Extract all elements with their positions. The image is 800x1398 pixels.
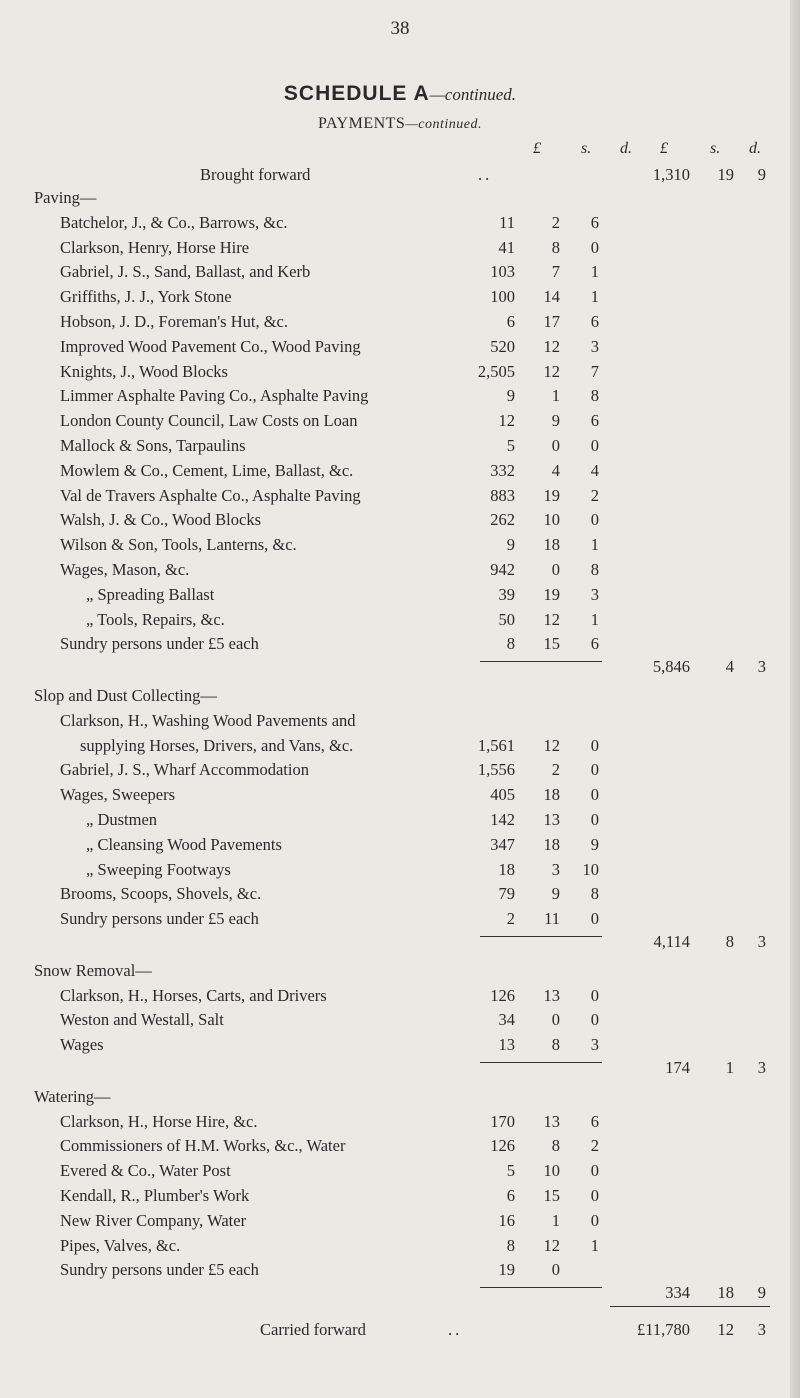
line-item-desc: Commissioners of H.M. Works, &c., Water	[60, 1136, 346, 1156]
carried-forward-total-l: £11,780	[636, 1320, 690, 1339]
line-item-desc: Mowlem & Co., Cement, Lime, Ballast, &c.	[60, 460, 354, 480]
line-item-amount-s: 10	[543, 1161, 560, 1181]
line-item-desc: Kendall, R., Plumber's Work	[60, 1186, 250, 1205]
line-item-amount-l: 103	[490, 262, 515, 282]
section-total-row	[0, 655, 800, 679]
line-item-amount-s: 0	[551, 1010, 560, 1030]
section-title-row	[0, 959, 800, 983]
line-item-amount-d: 0	[590, 1186, 599, 1205]
section-total-row	[0, 1056, 800, 1080]
line-item-desc: Sundry persons under £5 each	[60, 909, 259, 929]
line-item-desc: Clarkson, H., Horse Hire, &c.	[60, 1111, 258, 1131]
line-item-amount-l: 126	[490, 985, 515, 1005]
line-item-row	[0, 1159, 800, 1183]
line-item-amount-d: 9	[590, 834, 599, 854]
page-number: 38	[390, 18, 410, 39]
line-item-amount-d: 0	[590, 810, 599, 829]
line-item-amount-l: 19	[498, 1260, 515, 1280]
line-item-amount-d: 0	[590, 735, 599, 755]
line-item-desc-cont: supplying Horses, Drivers, and Vans, &c.	[80, 735, 354, 755]
line-item-amount-s: 1	[551, 386, 560, 406]
line-item-amount-l: 16	[498, 1210, 515, 1230]
line-item-row	[0, 384, 800, 408]
line-item-amount-l: 34	[498, 1010, 515, 1030]
section-total-s: 4	[725, 657, 734, 677]
line-item-amount-s: 8	[551, 237, 560, 257]
line-item-amount-d: 0	[590, 760, 599, 780]
line-item-desc: London County Council, Law Costs on Loan	[60, 411, 358, 431]
line-item-amount-l: 2	[506, 909, 515, 929]
line-item-amount-s: 15	[543, 634, 560, 654]
line-item-amount-s: 7	[551, 262, 560, 282]
line-item-amount-l: 6	[506, 312, 515, 331]
line-item-desc: „ Tools, Repairs, &c.	[86, 609, 225, 629]
brought-forward-total-l: 1,310	[652, 165, 690, 184]
schedule-continued: —continued.	[429, 85, 517, 104]
line-item-desc: Clarkson, H., Horses, Carts, and Drivers	[60, 985, 327, 1005]
line-item-amount-d: 8	[590, 560, 599, 579]
header-shillings-2: s.	[710, 140, 721, 157]
section-title: Snow Removal—	[34, 960, 152, 980]
line-item-desc: „ Dustmen	[86, 810, 158, 829]
line-item-amount-s: 4	[551, 460, 560, 480]
carried-forward-total-s: 12	[717, 1320, 734, 1339]
line-item-row	[0, 484, 800, 508]
line-item-amount-s: 15	[543, 1186, 560, 1205]
section-total-s: 18	[717, 1283, 734, 1303]
line-item-row	[0, 1134, 800, 1158]
line-item-amount-d: 0	[590, 909, 599, 929]
line-item-amount-d: 0	[590, 237, 599, 257]
line-item-amount-l: 12	[498, 411, 515, 431]
line-item-amount-d: 0	[590, 436, 599, 455]
section-total-d: 3	[757, 1058, 766, 1077]
line-item-amount-d: 0	[590, 1010, 599, 1030]
line-item-row	[0, 459, 800, 483]
line-item-amount-s: 13	[543, 1111, 560, 1131]
line-item-amount-d: 6	[590, 312, 599, 331]
brought-forward-label: Brought forward	[200, 165, 311, 184]
section-total-s: 1	[725, 1058, 734, 1077]
section-total-d: 3	[757, 657, 766, 677]
line-item-row	[0, 1209, 800, 1233]
line-item-desc: Gabriel, J. S., Wharf Accommodation	[60, 760, 309, 780]
line-item-amount-s: 14	[543, 287, 560, 307]
section-title: Watering—	[34, 1086, 111, 1106]
line-item-amount-l: 5	[506, 436, 515, 455]
line-item-amount-d: 1	[590, 262, 599, 282]
line-item-amount-s: 12	[543, 361, 560, 381]
line-item-desc: Sundry persons under £5 each	[60, 1260, 259, 1280]
line-item-row	[0, 1184, 800, 1208]
line-item-amount-l: 126	[490, 1136, 515, 1156]
line-item-row	[0, 709, 800, 733]
line-item-row	[0, 632, 800, 656]
payments-continued: —continued.	[405, 117, 482, 132]
line-item-row	[0, 360, 800, 384]
payments-title-text: PAYMENTS	[318, 115, 406, 132]
line-item-desc: Wages, Mason, &c.	[60, 560, 190, 579]
line-item-amount-l: 262	[490, 510, 515, 530]
section-title-row	[0, 1085, 800, 1109]
line-item-amount-s: 0	[551, 436, 560, 455]
line-item-desc: Hobson, J. D., Foreman's Hut, &c.	[60, 312, 289, 331]
section-total-row	[0, 930, 800, 954]
line-item-amount-l: 942	[490, 560, 515, 579]
section-total-l: 4,114	[653, 932, 690, 951]
header-pence-2: d.	[749, 140, 761, 157]
line-item-desc: Val de Travers Asphalte Co., Asphalte Paving	[60, 485, 361, 505]
carried-forward-total-d: 3	[757, 1320, 766, 1339]
line-item-amount-s: 11	[544, 909, 560, 929]
line-item-amount-l: 50	[498, 609, 515, 629]
header-pounds-1: £	[533, 140, 541, 157]
line-item-amount-s: 10	[543, 510, 560, 530]
line-item-desc: Clarkson, Henry, Horse Hire	[60, 237, 250, 257]
line-item-row	[0, 1008, 800, 1032]
line-item-amount-s: 1	[551, 1210, 560, 1230]
line-item-amount-l: 39	[498, 584, 515, 604]
section-title: Slop and Dust Collecting—	[34, 686, 217, 705]
carried-forward-label: Carried forward	[260, 1320, 366, 1339]
line-item-row	[0, 211, 800, 235]
line-item-amount-s: 18	[543, 834, 560, 854]
section-title: Paving—	[34, 188, 97, 207]
line-item-row	[0, 1234, 800, 1258]
line-item-amount-d: 3	[590, 1035, 599, 1055]
line-item-row	[0, 236, 800, 260]
line-item-desc: Sundry persons under £5 each	[60, 634, 259, 654]
carried-forward-dots: ..	[448, 1320, 463, 1339]
line-item-amount-s: 2	[551, 212, 560, 232]
line-item-amount-l: 13	[498, 1035, 515, 1055]
line-item-row	[0, 608, 800, 632]
line-item-row-cont	[0, 734, 800, 758]
schedule-title	[0, 82, 800, 106]
line-item-amount-s: 19	[543, 584, 560, 604]
section-total-l: 334	[665, 1283, 690, 1303]
line-item-amount-s: 12	[543, 609, 560, 629]
brought-forward-total-s: 19	[717, 165, 734, 184]
section-total-s: 8	[725, 932, 734, 951]
line-item-desc: Improved Wood Pavement Co., Wood Paving	[60, 336, 361, 356]
line-item-amount-s: 12	[543, 735, 560, 755]
line-item-amount-l: 1,556	[477, 760, 515, 780]
line-item-desc: Pipes, Valves, &c.	[60, 1235, 181, 1255]
line-item-amount-d: 8	[590, 884, 599, 904]
line-item-amount-d: 0	[590, 785, 599, 805]
schedule-title-text: SCHEDULE A	[283, 82, 430, 105]
line-item-row	[0, 1110, 800, 1134]
line-item-amount-s: 3	[551, 859, 560, 879]
line-item-desc: Batchelor, J., & Co., Barrows, &c.	[60, 212, 288, 232]
line-item-amount-l: 520	[490, 336, 515, 356]
section-total-d: 3	[757, 932, 766, 951]
line-item-amount-s: 13	[543, 810, 560, 829]
line-item-desc: „ Sweeping Footways	[86, 859, 231, 879]
line-item-amount-l: 41	[498, 237, 515, 257]
line-item-amount-l: 883	[490, 485, 515, 505]
line-item-row	[0, 882, 800, 906]
carried-forward-rule-top	[610, 1306, 770, 1307]
section-total-row	[0, 1281, 800, 1305]
line-item-amount-d: 6	[590, 1111, 599, 1131]
line-item-row	[0, 984, 800, 1008]
line-item-amount-s: 12	[543, 336, 560, 356]
line-item-row	[0, 783, 800, 807]
line-item-amount-l: 170	[490, 1111, 515, 1131]
line-item-desc: Griffiths, J. J., York Stone	[60, 287, 232, 307]
line-item-desc: Mallock & Sons, Tarpaulins	[60, 436, 246, 455]
line-item-desc: New River Company, Water	[60, 1210, 247, 1230]
line-item-desc: Weston and Westall, Salt	[60, 1010, 224, 1030]
line-item-amount-d: 4	[590, 460, 599, 480]
line-item-desc: Wages	[60, 1035, 104, 1055]
line-item-amount-d: 0	[590, 510, 599, 530]
line-item-amount-d: 0	[590, 1210, 599, 1230]
line-item-amount-l: 332	[490, 460, 515, 480]
carried-forward-row	[0, 1318, 800, 1342]
line-item-amount-s: 8	[551, 1136, 560, 1156]
line-item-amount-l: 5	[506, 1161, 515, 1181]
line-item-desc: Evered & Co., Water Post	[60, 1161, 231, 1181]
line-item-desc: Limmer Asphalte Paving Co., Asphalte Paving	[60, 386, 369, 406]
line-item-amount-d: 1	[590, 1235, 599, 1255]
line-item-amount-l: 2,505	[477, 361, 515, 381]
line-item-row	[0, 260, 800, 284]
line-item-amount-l: 347	[490, 834, 515, 854]
line-item-amount-s: 19	[543, 485, 560, 505]
section-total-l: 174	[665, 1058, 690, 1077]
line-item-amount-d: 1	[590, 609, 599, 629]
section-total-l: 5,846	[652, 657, 690, 677]
line-item-amount-d: 10	[582, 859, 599, 879]
line-item-desc: Wages, Sweepers	[60, 785, 176, 805]
line-item-amount-d: 3	[590, 336, 599, 356]
line-item-amount-l: 18	[498, 859, 515, 879]
line-item-desc: Knights, J., Wood Blocks	[60, 361, 228, 381]
line-item-amount-d: 2	[590, 485, 599, 505]
line-item-amount-d: 2	[590, 1136, 599, 1156]
header-pounds-2: £	[660, 140, 668, 157]
line-item-amount-s: 0	[551, 1260, 560, 1280]
line-item-amount-s: 17	[543, 312, 560, 331]
line-item-amount-s: 9	[551, 884, 560, 904]
line-item-amount-l: 9	[506, 386, 515, 406]
line-item-amount-l: 79	[498, 884, 515, 904]
line-item-amount-d: 6	[590, 411, 599, 431]
line-item-amount-s: 9	[551, 411, 560, 431]
line-item-amount-d: 8	[590, 386, 599, 406]
brought-forward-row	[0, 163, 800, 187]
line-item-desc: Clarkson, H., Washing Wood Pavements and	[60, 710, 356, 730]
line-item-amount-l: 1,561	[477, 735, 515, 755]
line-item-row	[0, 409, 800, 433]
line-item-row	[0, 858, 800, 882]
line-item-amount-s: 18	[543, 535, 560, 555]
section-total-d: 9	[757, 1283, 766, 1303]
line-item-amount-l: 100	[490, 287, 515, 307]
line-item-amount-d: 6	[590, 634, 599, 654]
line-item-row	[0, 808, 800, 832]
line-item-amount-d: 0	[590, 985, 599, 1005]
line-item-amount-s: 12	[543, 1235, 560, 1255]
line-item-desc: „ Spreading Ballast	[86, 584, 215, 604]
line-item-amount-d: 0	[590, 1161, 599, 1181]
section-title-row	[0, 186, 800, 210]
line-item-amount-l: 142	[490, 810, 515, 829]
line-item-row	[0, 907, 800, 931]
line-item-desc: Walsh, J. & Co., Wood Blocks	[60, 510, 262, 530]
line-item-amount-d: 1	[590, 535, 599, 555]
line-item-row	[0, 1258, 800, 1282]
line-item-amount-l: 405	[490, 785, 515, 805]
line-item-row	[0, 558, 800, 582]
line-item-amount-l: 6	[506, 1186, 515, 1205]
line-item-row	[0, 508, 800, 532]
line-item-row	[0, 583, 800, 607]
line-item-amount-l: 11	[499, 212, 515, 232]
line-item-amount-s: 18	[543, 785, 560, 805]
line-item-desc: „ Cleansing Wood Pavements	[86, 834, 282, 854]
line-item-desc: Brooms, Scoops, Shovels, &c.	[60, 884, 262, 904]
line-item-row	[0, 285, 800, 309]
line-item-amount-d: 7	[590, 361, 599, 381]
line-item-amount-d: 6	[590, 212, 599, 232]
line-item-amount-l: 8	[506, 1235, 515, 1255]
header-shillings-1: s.	[581, 140, 592, 157]
line-item-amount-s: 8	[551, 1035, 560, 1055]
brought-forward-total-d: 9	[757, 165, 766, 184]
line-item-amount-l: 8	[506, 634, 515, 654]
line-item-row	[0, 533, 800, 557]
payments-title	[0, 115, 800, 133]
line-item-amount-l: 9	[506, 535, 515, 555]
section-title-row	[0, 684, 800, 708]
line-item-row	[0, 310, 800, 334]
line-item-amount-s: 2	[551, 760, 560, 780]
brought-forward-dots: ..	[478, 165, 493, 184]
line-item-row	[0, 335, 800, 359]
line-item-amount-s: 13	[543, 985, 560, 1005]
line-item-amount-d: 1	[590, 287, 599, 307]
line-item-amount-s: 0	[551, 560, 560, 579]
line-item-amount-d: 3	[590, 584, 599, 604]
line-item-row	[0, 434, 800, 458]
line-item-desc: Gabriel, J. S., Sand, Ballast, and Kerb	[60, 262, 311, 282]
header-pence-1: d.	[620, 140, 632, 157]
line-item-row	[0, 758, 800, 782]
line-item-desc: Wilson & Son, Tools, Lanterns, &c.	[60, 535, 297, 555]
line-item-row	[0, 1033, 800, 1057]
line-item-row	[0, 833, 800, 857]
